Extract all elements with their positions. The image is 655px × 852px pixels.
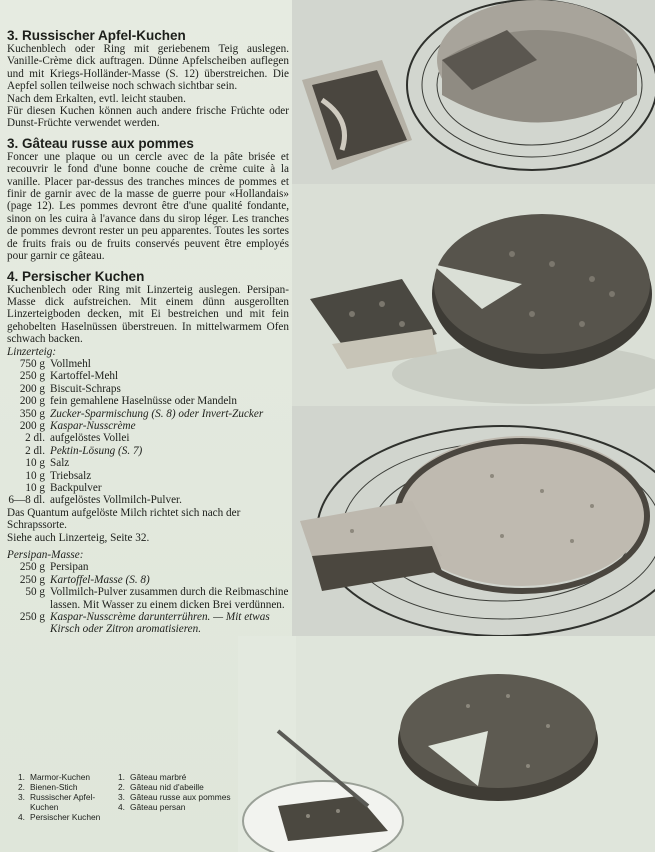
recipe-paragraph: Nach dem Erkalten, evtl. leicht stauben. — [7, 92, 186, 105]
ingredient-quantity: 6—8 dl. — [8, 494, 45, 507]
persipan-heading: Persipan-Masse: — [7, 549, 84, 562]
caption-item — [18, 772, 114, 782]
recipe-title: 4. Persischer Kuchen — [7, 268, 145, 284]
ingredient-quantity: 2 dl. — [25, 444, 45, 457]
recipe-persischer-kuchen — [7, 269, 289, 636]
caption-number: 3. — [118, 792, 125, 802]
ingredient-name: Persipan — [50, 561, 89, 574]
caption-text: Gâteau persan — [130, 802, 186, 812]
photo-bienen-stich — [292, 406, 655, 636]
ingredient-quantity: 250 g — [19, 573, 45, 586]
ingredient-name: Kaspar-Nusscrème — [50, 419, 136, 432]
linzerteig-ingredient-list — [7, 358, 289, 507]
captions-german — [18, 772, 114, 822]
caption-item — [18, 782, 114, 792]
caption-number: 4. — [18, 812, 25, 822]
ingredient-quantity: 10 g — [25, 457, 45, 470]
caption-item — [18, 812, 114, 822]
caption-number: 1. — [118, 772, 125, 782]
recipe-title: 3. Russischer Apfel-Kuchen — [7, 28, 186, 43]
ingredient-quantity: 200 g — [19, 382, 45, 395]
caption-item — [18, 792, 114, 812]
caption-number: 2. — [18, 782, 25, 792]
ingredient-quantity: 2 dl. — [25, 432, 45, 445]
ingredient-quantity: 50 g — [25, 586, 45, 599]
ingredient-name: Vollmehl — [50, 357, 91, 370]
caption-text: Bienen-Stich — [30, 782, 78, 792]
caption-text: Marmor-Kuchen — [30, 772, 91, 782]
recipe-paragraph: Foncer une plaque ou un cercle avec de la pâte brisée et recouvrir le fond d'une bonne couche de crème cuite à la vanille. Placer par-dessus des tranches minces de pommes et finir de garnir avec de la masse de guerre pour «Hollandais» (page 12). Les pommes devront être d'une qualité fondante, sinon on les cuira à l'avance dans du sirop léger. Les tranches de pommes devront rester un peu apparentes. Toutes les sortes de fruits frais ou de fruits conservés peuvent être employés pour garnir ce gâteau. — [7, 150, 289, 263]
ingredient-quantity: 250 g — [19, 561, 45, 574]
caption-text: Gâteau russe aux pommes — [130, 792, 231, 802]
ingredient-name: Kartoffel-Mehl — [50, 370, 119, 383]
caption-text: Russischer Apfel-Kuchen — [30, 792, 96, 812]
ingredient-name: Kaspar-Nusscrème darunterrühren. — Mit etwas Kirsch oder Zitron aromatisieren. — [50, 611, 270, 636]
recipe-title: 3. Gâteau russe aux pommes — [7, 135, 194, 151]
ingredient-name: Zucker-Sparmischung (S. 8) oder Invert-Zucker — [50, 407, 264, 420]
recipe-paragraph: Für diesen Kuchen können auch andere frische Früchte oder Dunst-Früchte verwendet werden. — [7, 105, 289, 130]
ingredient-quantity: 750 g — [19, 357, 45, 370]
ingredient-name: Pektin-Lösung (S. 7) — [50, 444, 143, 457]
ingredient-name: fein gemahlene Haselnüsse oder Mandeln — [50, 395, 238, 408]
ingredient-name: aufgelöstes Vollmilch-Pulver. — [50, 494, 182, 507]
recipe-russischer-apfel-kuchen — [7, 28, 289, 130]
ingredient-name: Kartoffel-Masse (S. 8) — [50, 573, 150, 586]
linzerteig-heading: Linzerteig: — [7, 345, 57, 358]
ingredient-name: Triebsalz — [50, 469, 92, 482]
photo-marmor-kuchen — [292, 0, 655, 184]
linzerteig-note: Das Quantum aufgelöste Milch richtet sich nach der Schrapssorte. — [7, 506, 241, 532]
photo-persischer-kuchen — [238, 636, 655, 852]
caption-number: 3. — [18, 792, 25, 802]
ingredient-quantity: 10 g — [25, 482, 45, 494]
ingredient-name: Biscuit-Schraps — [50, 382, 121, 395]
caption-text: Gâteau marbré — [130, 772, 187, 782]
ingredient-quantity: 350 g — [19, 407, 45, 420]
ingredient-quantity: 200 g — [19, 395, 45, 408]
ingredient-quantity: 250 g — [19, 611, 45, 624]
caption-number: 1. — [18, 772, 25, 782]
recipe-gateau-russe — [7, 136, 289, 263]
recipe-text-column — [7, 28, 289, 636]
persipan-ingredient-list — [7, 561, 289, 635]
caption-number: 2. — [118, 782, 125, 792]
ingredient-name: aufgelöstes Vollei — [50, 432, 130, 445]
ingredient-quantity: 200 g — [19, 419, 45, 432]
ingredient-quantity: 250 g — [19, 370, 45, 383]
recipe-paragraph: Kuchenblech oder Ring mit geriebenem Teig auslegen. Vanille-Crème dick auftragen. Dünne Apfelscheiben auflegen und mit Kriegs-Holländer-Masse (S. 12) überstreichen. Die Aepfel sollen teilweise noch schwach sichtbar sein. — [7, 43, 289, 93]
ingredient-quantity: 10 g — [25, 469, 45, 482]
caption-number: 4. — [118, 802, 125, 812]
caption-text: Persischer Kuchen — [30, 812, 101, 822]
photo-russischer-apfel-kuchen — [292, 184, 655, 406]
ingredient-name: Salz — [50, 457, 70, 470]
linzerteig-note: Siehe auch Linzerteig, Seite 32. — [7, 531, 150, 544]
ingredient-name: Backpulver — [50, 482, 102, 494]
caption-text: Gâteau nid d'abeille — [130, 782, 204, 792]
ingredient-name: Vollmilch-Pulver zusammen durch die Reibmaschine lassen. Mit Wasser zu einem dicken Brei verdünnen. — [50, 586, 289, 611]
recipe-paragraph: Kuchenblech oder Ring mit Linzerteig auslegen. Persipan-Masse dick aufstreichen. Mit einem dünn ausgerollten Linzerteigboden decken, mit Ei bestreichen und mit fein gehobelten Haselnüssen überstreuen. In mittelwarmem Ofen schwach backen. — [7, 283, 289, 346]
